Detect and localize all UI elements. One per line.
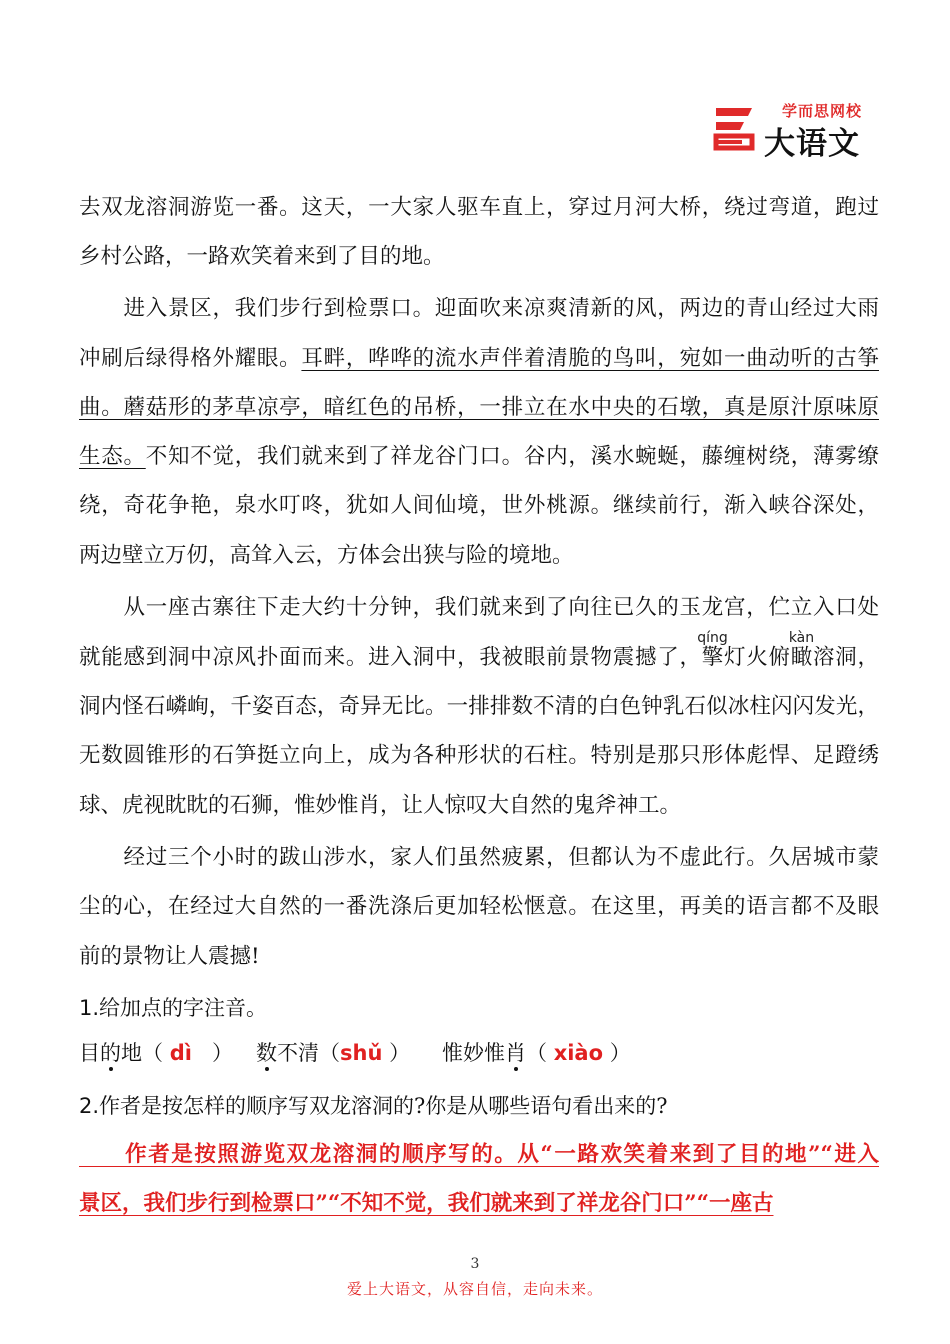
pinyin-annotation: kàn <box>788 630 815 646</box>
logo-main-text: 大语文 <box>764 126 860 162</box>
passage-line: 尘的心，在经过大自然的一番洗涤后更加轻松惬意。在这里，再美的语言都不及眼 <box>79 894 879 919</box>
answer-line: 作者是按照游览双龙溶洞的顺序写的。从“一路欢笑着来到了目的地”“进入 <box>79 1142 879 1167</box>
passage-line <box>79 345 879 373</box>
question-number: 2. <box>79 1094 100 1118</box>
pinyin-annotation: qíng <box>697 630 728 646</box>
underlined-sentence: 耳畔，哗哗的流水声伴着清脆的鸟叫，宛如一曲动听的古筝 <box>301 346 879 371</box>
brand-logo <box>712 96 872 160</box>
passage-text: 不知不觉，我们就来到了祥龙谷门口。谷内，溪水蜿蜒，藤缠树绕，薄雾缭 <box>145 444 879 469</box>
item-text: 目 <box>79 1041 100 1065</box>
passage-line: 无数圆锥形的石笋挺立向上，成为各种形状的石柱。特别是那只形体彪悍、足蹬绣 <box>79 743 879 768</box>
dotted-char: 数 <box>256 1041 277 1065</box>
annotated-char <box>788 630 815 672</box>
passage-text: 灯火俯 <box>723 645 791 670</box>
passage-line: 绕，奇花争艳，泉水叮咚，犹如人间仙境，世外桃源。继续前行，渐入峡谷深处， <box>79 493 879 518</box>
annotated-char-text: 擎 <box>701 645 724 670</box>
passage-line: 前的景物让人震撼! <box>79 944 260 969</box>
question-2 <box>79 1092 668 1120</box>
underlined-sentence: 生态。 <box>79 444 146 469</box>
logo-top-text: 学而思网校 <box>782 102 863 120</box>
item-text: （ <box>526 1041 547 1065</box>
answer-line: 景区，我们步行到检票口”“不知不觉，我们就来到了祥龙谷门口”“一座古 <box>79 1191 774 1216</box>
passage-line: 乡村公路，一路欢笑着来到了目的地。 <box>79 244 445 269</box>
annotated-char-text: 瞰 <box>790 645 813 670</box>
passage-text: 溶洞， <box>812 645 879 670</box>
item-text: 不清（ <box>277 1041 340 1065</box>
passage-line: 去双龙溶洞游览一番。这天，一大家人驱车直上，穿过月河大桥，绕过弯道，跑过 <box>79 195 879 220</box>
item-text: ） <box>609 1041 631 1065</box>
pinyin-answer: xiào <box>553 1041 604 1065</box>
passage-line <box>79 630 879 672</box>
item-text: 地（ <box>121 1041 163 1065</box>
underlined-sentence: 曲。蘑菇形的茅草凉亭，暗红色的吊桥，一排立在水中央的石墩，真是原汁原味原 <box>79 395 879 420</box>
passage-line: 进入景区，我们步行到检票口。迎面吹来凉爽清新的风，两边的青山经过大雨 <box>79 296 879 321</box>
item-text: ） <box>389 1041 411 1065</box>
question-1 <box>79 994 267 1022</box>
passage-line: 从一座古寨往下走大约十分钟，我们就来到了向往已久的玉龙宫，伫立入口处 <box>79 595 879 620</box>
pinyin-item <box>79 1039 233 1067</box>
dotted-char: 肖 <box>505 1041 526 1065</box>
question-text: 作者是按怎样的顺序写双龙溶洞的?你是从哪些语句看出来的? <box>99 1094 668 1118</box>
item-text: 惟妙惟 <box>442 1041 505 1065</box>
pinyin-answer: dì <box>169 1041 192 1065</box>
passage-text: 冲刷后绿得格外耀眼。 <box>79 346 302 371</box>
passage-line: 经过三个小时的跋山涉水，家人们虽然疲累，但都认为不虚此行。久居城市蒙 <box>79 845 879 870</box>
question-number: 1. <box>79 996 100 1020</box>
item-text: ） <box>211 1041 233 1065</box>
page-number: 3 <box>470 1256 480 1272</box>
passage-text: 就能感到洞中凉风扑面而来。进入洞中，我被眼前景物震撼了， <box>79 645 702 670</box>
passage-line: 球、虎视眈眈的石狮，惟妙惟肖，让人惊叹大自然的鬼斧神工。 <box>79 793 682 818</box>
passage-line <box>79 443 879 471</box>
footer-slogan: 爱上大语文，从容自信，走向未来。 <box>346 1280 603 1298</box>
pinyin-item <box>442 1039 631 1067</box>
pinyin-item <box>256 1039 410 1067</box>
pinyin-answer: shǔ <box>340 1041 383 1065</box>
annotated-char <box>697 630 728 672</box>
dotted-char: 的 <box>100 1041 121 1065</box>
logo-mark-icon <box>712 102 760 154</box>
passage-line: 洞内怪石嶙峋，千姿百态，奇异无比。一排排数不清的白色钟乳石似冰柱闪闪发光， <box>79 694 879 719</box>
question-text: 给加点的字注音。 <box>99 996 268 1020</box>
passage-line: 两边壁立万仞，高耸入云，方体会出狭与险的境地。 <box>79 543 574 568</box>
